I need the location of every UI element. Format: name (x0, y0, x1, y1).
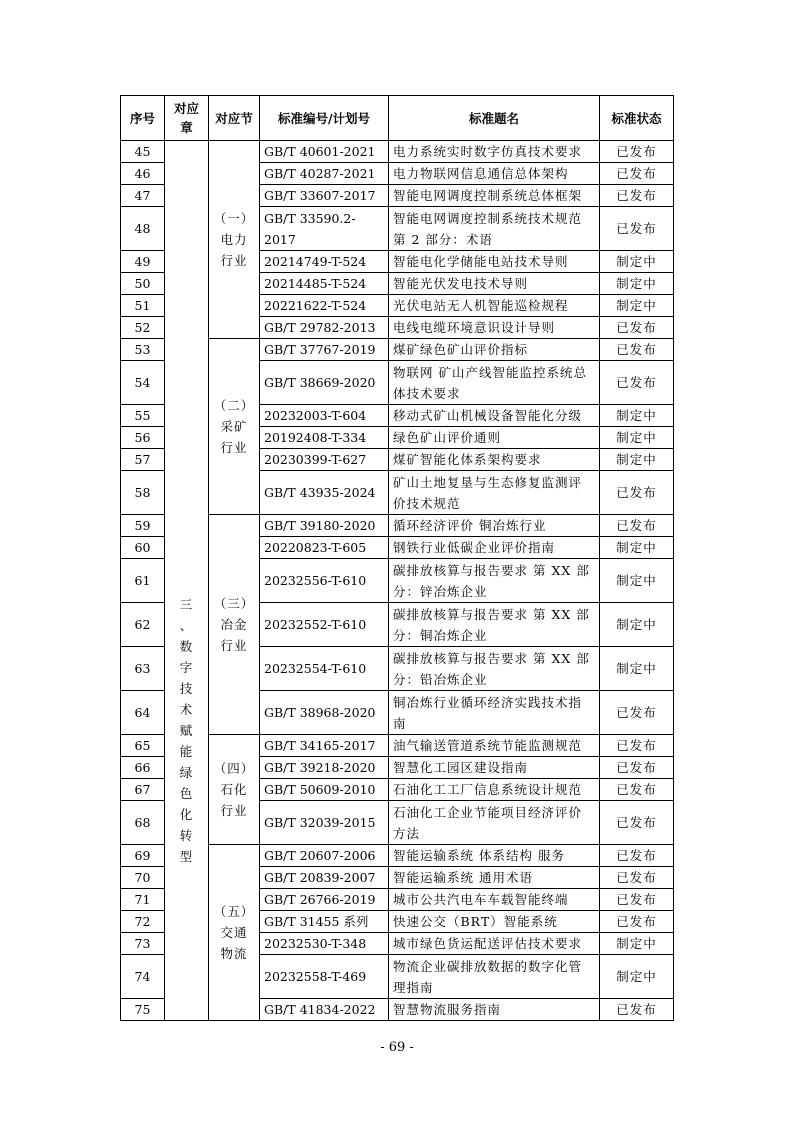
row-number: 54 (121, 361, 165, 405)
page-number: - 69 - (380, 1040, 414, 1055)
standard-code: 20232552-T-610 (260, 603, 389, 647)
row-number: 68 (121, 801, 165, 845)
standard-code: 20232558-T-469 (260, 955, 389, 999)
standard-title: 快速公交（BRT）智能系统 (389, 911, 600, 933)
standard-title: 煤矿智能化体系架构要求 (389, 449, 600, 471)
standard-title: 智慧化工园区建设指南 (389, 757, 600, 779)
status-cell: 制定中 (600, 251, 674, 273)
status-cell: 已发布 (600, 361, 674, 405)
standard-title: 循环经济评价 铜冶炼行业 (389, 515, 600, 537)
row-number: 64 (121, 691, 165, 735)
row-number: 51 (121, 295, 165, 317)
standard-title: 碳排放核算与报告要求 第 XX 部分：铜冶炼企业 (389, 603, 600, 647)
status-cell: 制定中 (600, 647, 674, 691)
status-cell: 已发布 (600, 141, 674, 163)
section-cell: （二） 采矿 行业 (209, 339, 260, 515)
standard-title: 电力物联网信息通信总体架构 (389, 163, 600, 185)
status-cell: 已发布 (600, 845, 674, 867)
standard-title: 物流企业碳排放数据的数字化管理指南 (389, 955, 600, 999)
row-number: 46 (121, 163, 165, 185)
header-title: 标准题名 (389, 96, 600, 141)
standard-code: GB/T 37767-2019 (260, 339, 389, 361)
row-number: 63 (121, 647, 165, 691)
standard-title: 矿山土地复垦与生态修复监测评价技术规范 (389, 471, 600, 515)
standard-code: GB/T 29782-2013 (260, 317, 389, 339)
standard-title: 光伏电站无人机智能巡检规程 (389, 295, 600, 317)
standard-title: 碳排放核算与报告要求 第 XX 部分：锌冶炼企业 (389, 559, 600, 603)
status-cell: 制定中 (600, 559, 674, 603)
header-row (121, 96, 674, 141)
standard-code: 20230399-T-627 (260, 449, 389, 471)
standards-table (120, 95, 674, 1021)
row-number: 66 (121, 757, 165, 779)
standard-title: 石油化工企业节能项目经济评价方法 (389, 801, 600, 845)
row-number: 53 (121, 339, 165, 361)
standard-title: 电线电缆环境意识设计导则 (389, 317, 600, 339)
standard-title: 石油化工工厂信息系统设计规范 (389, 779, 600, 801)
status-cell: 已发布 (600, 889, 674, 911)
row-number: 55 (121, 405, 165, 427)
standard-code: GB/T 33607-2017 (260, 185, 389, 207)
standard-title: 物联网 矿山产线智能监控系统总体技术要求 (389, 361, 600, 405)
standard-code: GB/T 40601-2021 (260, 141, 389, 163)
standard-code: GB/T 38968-2020 (260, 691, 389, 735)
status-cell: 制定中 (600, 295, 674, 317)
standard-title: 钢铁行业低碳企业评价指南 (389, 537, 600, 559)
standard-title: 碳排放核算与报告要求 第 XX 部分：铅冶炼企业 (389, 647, 600, 691)
header-status: 标准状态 (600, 96, 674, 141)
standard-title: 铜冶炼行业循环经济实践技术指南 (389, 691, 600, 735)
row-number: 56 (121, 427, 165, 449)
standard-title: 智能运输系统 通用术语 (389, 867, 600, 889)
standard-title: 智能电网调度控制系统总体框架 (389, 185, 600, 207)
standard-code: GB/T 40287-2021 (260, 163, 389, 185)
status-cell: 已发布 (600, 515, 674, 537)
row-number: 52 (121, 317, 165, 339)
status-cell: 已发布 (600, 185, 674, 207)
chapter-cell: 三 、 数 字 技 术 赋 能 绿 色 化 转 型 (165, 141, 209, 1021)
header-section: 对应节 (209, 96, 260, 141)
standard-title: 绿色矿山评价通则 (389, 427, 600, 449)
row-number: 75 (121, 999, 165, 1021)
status-cell: 已发布 (600, 999, 674, 1021)
section-cell: （四） 石化 行业 (209, 735, 260, 845)
row-number: 74 (121, 955, 165, 999)
standard-title: 煤矿绿色矿山评价指标 (389, 339, 600, 361)
status-cell: 已发布 (600, 867, 674, 889)
status-cell: 制定中 (600, 273, 674, 295)
row-number: 67 (121, 779, 165, 801)
row-number: 59 (121, 515, 165, 537)
standard-code: GB/T 31455 系列 (260, 911, 389, 933)
standard-title: 智能光伏发电技术导则 (389, 273, 600, 295)
status-cell: 已发布 (600, 317, 674, 339)
standard-code: GB/T 43935-2024 (260, 471, 389, 515)
standard-code: GB/T 50609-2010 (260, 779, 389, 801)
standard-code: 20220823-T-605 (260, 537, 389, 559)
standard-title: 城市公共汽电车车载智能终端 (389, 889, 600, 911)
status-cell: 已发布 (600, 691, 674, 735)
status-cell: 已发布 (600, 471, 674, 515)
status-cell: 制定中 (600, 933, 674, 955)
standard-title: 城市绿色货运配送评估技术要求 (389, 933, 600, 955)
status-cell: 制定中 (600, 603, 674, 647)
standard-code: 20232530-T-348 (260, 933, 389, 955)
table-row (121, 141, 674, 163)
header-code: 标准编号/计划号 (260, 96, 389, 141)
standard-code: 20232556-T-610 (260, 559, 389, 603)
standard-code: 20214485-T-524 (260, 273, 389, 295)
header-chapter: 对应章 (165, 96, 209, 141)
standard-title: 智能电网调度控制系统技术规范 第 2 部分：术语 (389, 207, 600, 251)
section-cell: （一） 电力 行业 (209, 141, 260, 339)
status-cell: 已发布 (600, 207, 674, 251)
status-cell: 已发布 (600, 163, 674, 185)
status-cell: 已发布 (600, 339, 674, 361)
standard-title: 移动式矿山机械设备智能化分级 (389, 405, 600, 427)
standard-code: GB/T 39218-2020 (260, 757, 389, 779)
status-cell: 已发布 (600, 735, 674, 757)
standard-title: 智能电化学储能电站技术导则 (389, 251, 600, 273)
row-number: 47 (121, 185, 165, 207)
status-cell: 已发布 (600, 801, 674, 845)
row-number: 45 (121, 141, 165, 163)
header-seq: 序号 (121, 96, 165, 141)
section-cell: （三） 冶金 行业 (209, 515, 260, 735)
status-cell: 制定中 (600, 537, 674, 559)
standard-title: 智能运输系统 体系结构 服务 (389, 845, 600, 867)
row-number: 65 (121, 735, 165, 757)
row-number: 48 (121, 207, 165, 251)
standard-code: GB/T 34165-2017 (260, 735, 389, 757)
row-number: 73 (121, 933, 165, 955)
standard-code: 20221622-T-524 (260, 295, 389, 317)
standard-code: GB/T 20607-2006 (260, 845, 389, 867)
row-number: 60 (121, 537, 165, 559)
status-cell: 制定中 (600, 405, 674, 427)
standard-code: GB/T 41834-2022 (260, 999, 389, 1021)
standard-code: 20232003-T-604 (260, 405, 389, 427)
row-number: 71 (121, 889, 165, 911)
row-number: 61 (121, 559, 165, 603)
status-cell: 制定中 (600, 955, 674, 999)
standard-title: 智慧物流服务指南 (389, 999, 600, 1021)
row-number: 72 (121, 911, 165, 933)
row-number: 69 (121, 845, 165, 867)
standard-code: 20232554-T-610 (260, 647, 389, 691)
row-number: 58 (121, 471, 165, 515)
row-number: 70 (121, 867, 165, 889)
status-cell: 已发布 (600, 911, 674, 933)
standard-code: GB/T 26766-2019 (260, 889, 389, 911)
section-cell: （五） 交通 物流 (209, 845, 260, 1021)
standard-code: GB/T 38669-2020 (260, 361, 389, 405)
status-cell: 已发布 (600, 757, 674, 779)
standard-code: GB/T 20839-2007 (260, 867, 389, 889)
row-number: 50 (121, 273, 165, 295)
standard-code: 20192408-T-334 (260, 427, 389, 449)
status-cell: 制定中 (600, 449, 674, 471)
row-number: 57 (121, 449, 165, 471)
row-number: 62 (121, 603, 165, 647)
standard-code: GB/T 39180-2020 (260, 515, 389, 537)
status-cell: 已发布 (600, 779, 674, 801)
standard-title: 油气输送管道系统节能监测规范 (389, 735, 600, 757)
row-number: 49 (121, 251, 165, 273)
standard-code: GB/T 32039-2015 (260, 801, 389, 845)
standard-title: 电力系统实时数字仿真技术要求 (389, 141, 600, 163)
status-cell: 制定中 (600, 427, 674, 449)
standard-code: 20214749-T-524 (260, 251, 389, 273)
standard-code: GB/T 33590.2-2017 (260, 207, 389, 251)
